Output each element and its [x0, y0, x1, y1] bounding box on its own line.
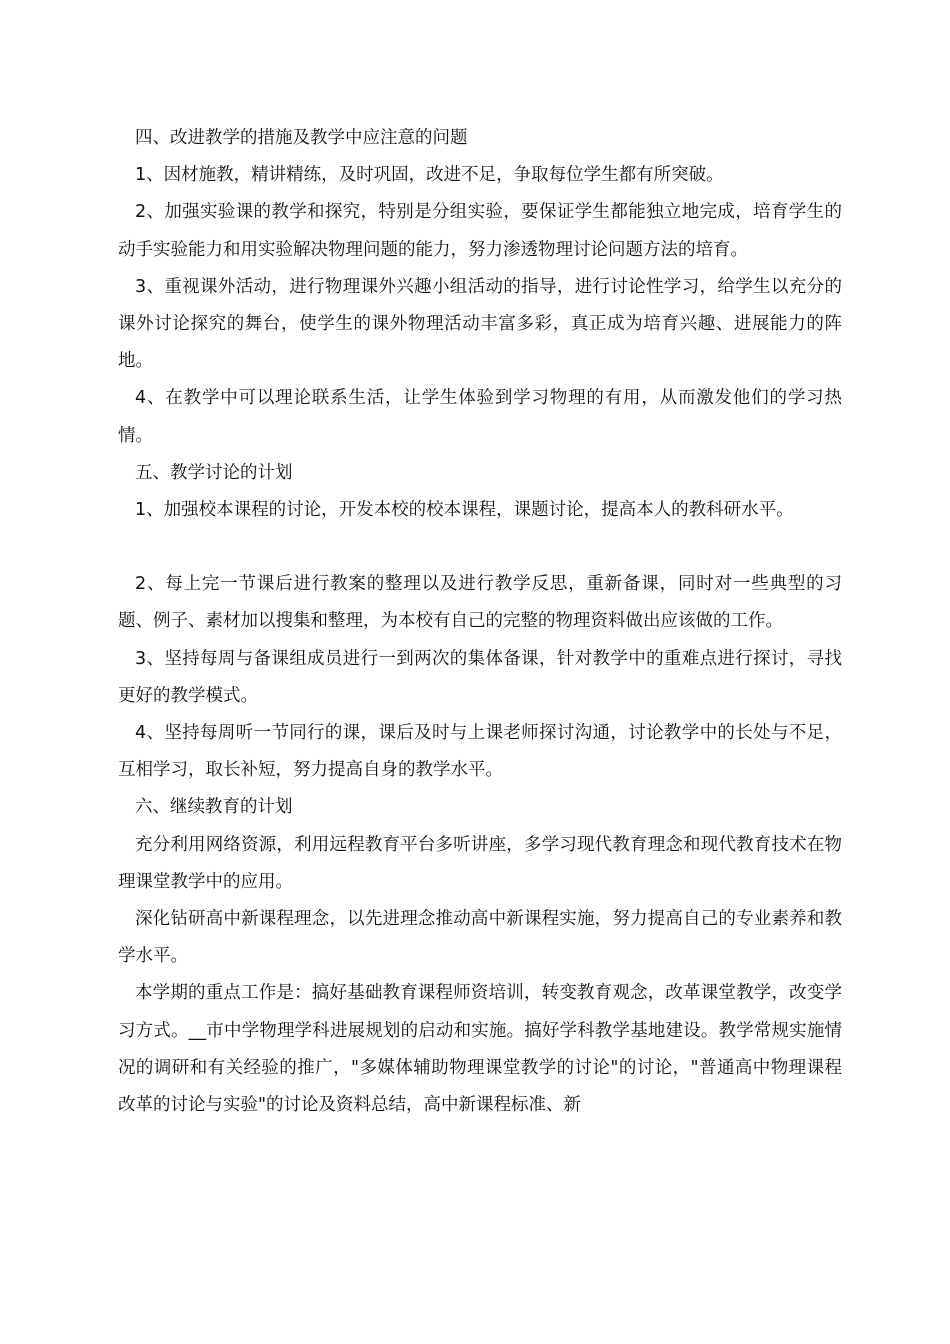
paragraph: 2、每上完一节课后进行教案的整理以及进行教学反思，重新备课，同时对一些典型的习题、例子、素材加以搜集和整理，为本校有自己的完整的物理资料做出应该做的工作。 — [118, 574, 842, 632]
paragraph: 4、坚持每周听一节同行的课，课后及时与上课老师探讨沟通，讨论教学中的长处与不足，互相学习，取长补短，努力提高自身的教学水平。 — [118, 723, 842, 781]
paragraph: 2、加强实验课的教学和探究，特别是分组实验，要保证学生都能独立地完成，培育学生的动手实验能力和用实验解决物理问题的能力，努力渗透物理讨论问题方法的培育。 — [118, 202, 842, 260]
document-body — [118, 120, 842, 1124]
section-heading-4: 四、改进教学的措施及教学中应注意的问题 — [135, 128, 468, 148]
paragraph: 本学期的重点工作是：搞好基础教育课程师资培训，转变教育观念，改革课堂教学，改变学习方式。__市中学物理学科进展规划的启动和实施。搞好学科教学基地建设。教学常规实施情况的调研和有关经验的推广，"多媒体辅助物理课堂教学的讨论"的讨论，"普通高中物理课程改革的讨论与实验"的讨论及资料总结，高中新课程标准、新 — [118, 983, 842, 1116]
section-heading-6: 六、继续教育的计划 — [135, 797, 293, 818]
section-heading-5: 五、教学讨论的计划 — [135, 462, 293, 483]
paragraph: 3、重视课外活动，进行物理课外兴趣小组活动的指导，进行讨论性学习，给学生以充分的课外讨论探究的舞台，使学生的课外物理活动丰富多彩，真正成为培育兴趣、进展能力的阵地。 — [118, 276, 842, 372]
paragraph: 4、在教学中可以理论联系生活，让学生体验到学习物理的有用，从而激发他们的学习热情。 — [118, 388, 842, 446]
paragraph: 1、因材施教，精讲精练，及时巩固，改进不足，争取每位学生都有所突破。 — [135, 165, 724, 186]
paragraph: 1、加强校本课程的讨论，开发本校的校本课程，课题讨论，提高本人的教科研水平。 — [135, 500, 794, 521]
paragraph: 3、坚持每周与备课组成员进行一到两次的集体备课，针对教学中的重难点进行探讨，寻找更好的教学模式。 — [118, 648, 842, 706]
paragraph: 深化钻研高中新课程理念，以先进理念推动高中新课程实施，努力提高自己的专业素养和教学水平。 — [118, 909, 842, 967]
paragraph: 充分利用网络资源，利用远程教育平台多听讲座，多学习现代教育理念和现代教育技术在物理课堂教学中的应用。 — [118, 834, 842, 892]
